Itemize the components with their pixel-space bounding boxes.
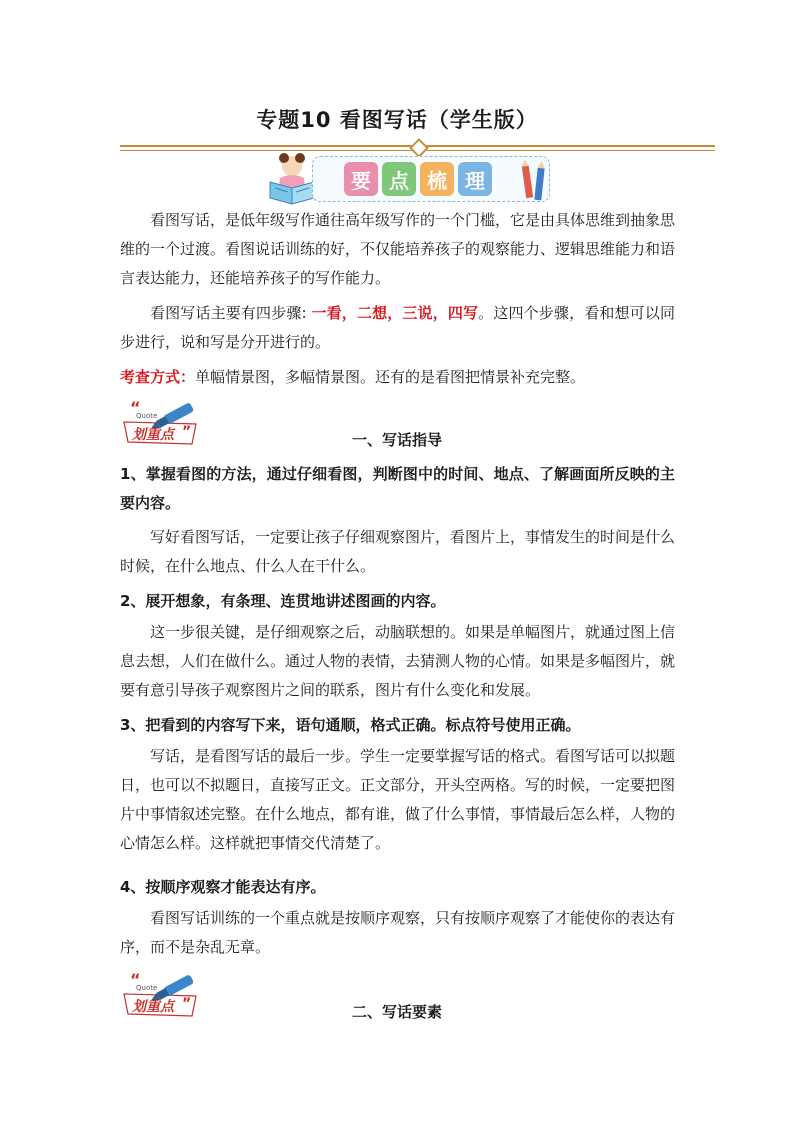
intro-paragraph-1: 看图写话，是低年级写作通往高年级写作的一个门槛，它是由具体思维到抽象思维的一个过渡。看图说话训练的好，不仅能培养孩子的观察能力、逻辑思维能力和语言表达能力，还能培养孩子的写作能力。 <box>120 211 676 287</box>
exam-method-text: 单幅情景图，多幅情景图。还有的是看图把情景补充完整。 <box>195 368 586 386</box>
banner-tiles <box>344 162 492 196</box>
quote-mark-close: ” <box>182 996 192 1012</box>
guide-item-1-body: 写好看图写话，一定要让孩子仔细观察图片，看图片上，事情发生的时间是什么时候，在什么地点、什么人在干什么。 <box>120 528 676 575</box>
banner-char-3: 梳 <box>420 162 454 196</box>
quote-word: Quote <box>136 984 158 992</box>
guide-item-4-body: 看图写话训练的一个重点就是按顺序观察，只有按顺序观察了才能使你的表达有序，而不是杂乱无章。 <box>120 909 676 956</box>
guide-item-3-heading: 3、把看到的内容写下来，语句通顺，格式正确。标点符号使用正确。 <box>120 716 581 734</box>
banner-char-2: 点 <box>382 162 416 196</box>
guide-item-2-body: 这一步很关键，是仔细观察之后，动脑联想的。如果是单幅图片，就通过图上信息去想，人们在做什么。通过人物的表情，去猜测人物的心情。如果是多幅图片，就要有意引导孩子观察图片之间的联系，图片有什么变化和发展。 <box>120 623 676 699</box>
guide-item-2-heading: 2、展开想象，有条理、连贯地讲述图画的内容。 <box>120 592 446 610</box>
banner-char-4: 理 <box>458 162 492 196</box>
key-points-banner <box>262 152 552 206</box>
badge-label: 划重点 <box>132 427 174 443</box>
intro-paragraph-2 <box>120 299 675 357</box>
section-heading-1: 一、写话指导 <box>351 431 442 449</box>
guide-item-3-body: 写话，是看图写话的最后一步。学生一定要掌握写话的格式。看图写话可以拟题日，也可以不拟题日，直接写正文。正文部分，开头空两格。写的时候，一定要把图片中事情叙述完整。在什么地点，都有谁，做了什么事情，事情最后怎么样，人物的心情怎么样。这样就把事情交代清楚了。 <box>120 747 676 852</box>
section-heading-2: 二、写话要素 <box>351 1003 442 1021</box>
guide-item-4-heading: 4、按顺序观察才能表达有序。 <box>120 878 326 896</box>
pencils-icon <box>518 158 552 204</box>
steps-tail: 。这四个步骤，看和想可以同步进行，说和写是分开进行的。 <box>120 304 675 351</box>
steps-lead: 看图写话主要有四步骤: <box>150 304 312 322</box>
quote-mark-open: “ <box>130 398 141 417</box>
exam-method-label: 考查方式： <box>120 368 196 386</box>
quote-mark-close: ” <box>182 424 192 440</box>
exam-method <box>120 363 675 392</box>
badge-label: 划重点 <box>132 999 174 1015</box>
guide-item-1-heading: 1、掌握看图的方法，通过仔细看图，判断图中的时间、地点、了解画面所反映的主要内容。 <box>120 465 675 512</box>
quote-mark-open: “ <box>130 970 141 989</box>
page-title: 专题10 看图写话（学生版） <box>256 108 538 132</box>
quote-word: Quote <box>136 412 158 420</box>
four-steps: 一看，二想，三说，四写 <box>311 304 479 322</box>
banner-char-1: 要 <box>344 162 378 196</box>
